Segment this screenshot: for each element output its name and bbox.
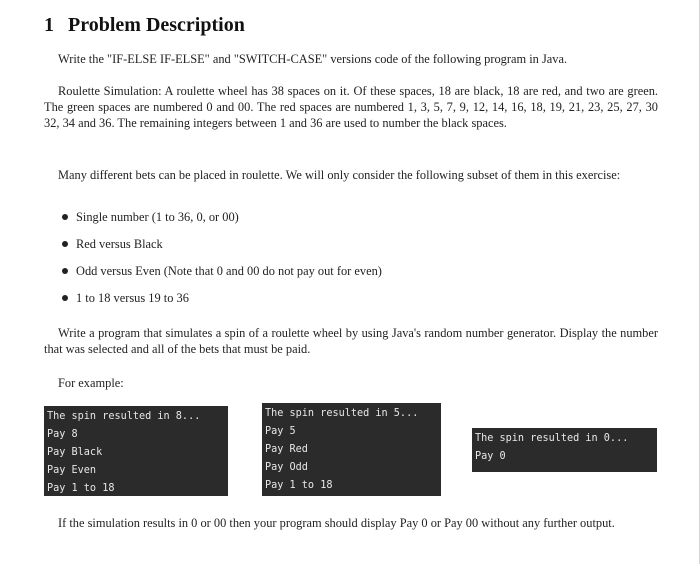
output-line: Pay 1 to 18	[265, 480, 333, 491]
example-output-2	[262, 403, 441, 496]
output-line: The spin resulted in 8...	[47, 411, 201, 422]
bullet-icon	[62, 268, 68, 274]
list-item	[60, 209, 382, 236]
bullet-icon	[62, 241, 68, 247]
list-item	[60, 263, 382, 290]
output-line: Pay Even	[47, 465, 97, 476]
output-line: Pay Red	[265, 444, 308, 455]
bets-intro-paragraph: Many different bets can be placed in roulette. We will only consider the following subset of them in this exercise:	[58, 168, 621, 182]
example-label: For example:	[58, 376, 124, 390]
output-line: Pay Odd	[265, 462, 308, 473]
output-line: Pay 1 to 18	[47, 483, 115, 494]
output-line: Pay 5	[265, 426, 296, 437]
bullet-icon	[62, 214, 68, 220]
bet-label: Odd versus Even (Note that 0 and 00 do not pay out for even)	[76, 264, 382, 278]
bet-label: Red versus Black	[76, 237, 163, 251]
roulette-paragraph: Roulette Simulation: A roulette wheel has 38 spaces on it. Of these spaces, 18 are black, 18 are red, and two are green. The green spaces are numbered 0 and 00. The red spaces are numbered 1, 3, 5, 7, 9, 12, 14, 16, 18, 19, 21, 23, 25, 27, 30 32, 34 and 36. The remaining integers between 1 and 36 are used to number the black spaces.	[44, 84, 658, 131]
bullet-icon	[62, 295, 68, 301]
output-line: The spin resulted in 5...	[265, 408, 419, 419]
closing-paragraph: If the simulation results in 0 or 00 then your program should display Pay 0 or Pay 00 without any further output.	[58, 516, 615, 530]
bet-label: 1 to 18 versus 19 to 36	[76, 291, 189, 305]
bets-list	[60, 209, 382, 317]
output-line: The spin resulted in 0...	[475, 433, 629, 444]
section-heading	[44, 14, 245, 37]
task-paragraph: Write a program that simulates a spin of a roulette wheel by using Java's random number generator. Display the number that was selected and all of the bets that must be paid.	[44, 326, 658, 357]
example-output-1	[44, 406, 228, 496]
output-line: Pay 8	[47, 429, 78, 440]
section-title: Problem Description	[68, 14, 245, 36]
output-line: Pay 0	[475, 451, 506, 462]
list-item	[60, 236, 382, 263]
list-item	[60, 290, 382, 317]
output-line: Pay Black	[47, 447, 103, 458]
intro-paragraph: Write the "IF-ELSE IF-ELSE" and "SWITCH-CASE" versions code of the following program in Java.	[58, 52, 568, 66]
section-number: 1	[44, 14, 54, 36]
example-output-3	[472, 428, 657, 472]
bet-label: Single number (1 to 36, 0, or 00)	[76, 210, 239, 224]
